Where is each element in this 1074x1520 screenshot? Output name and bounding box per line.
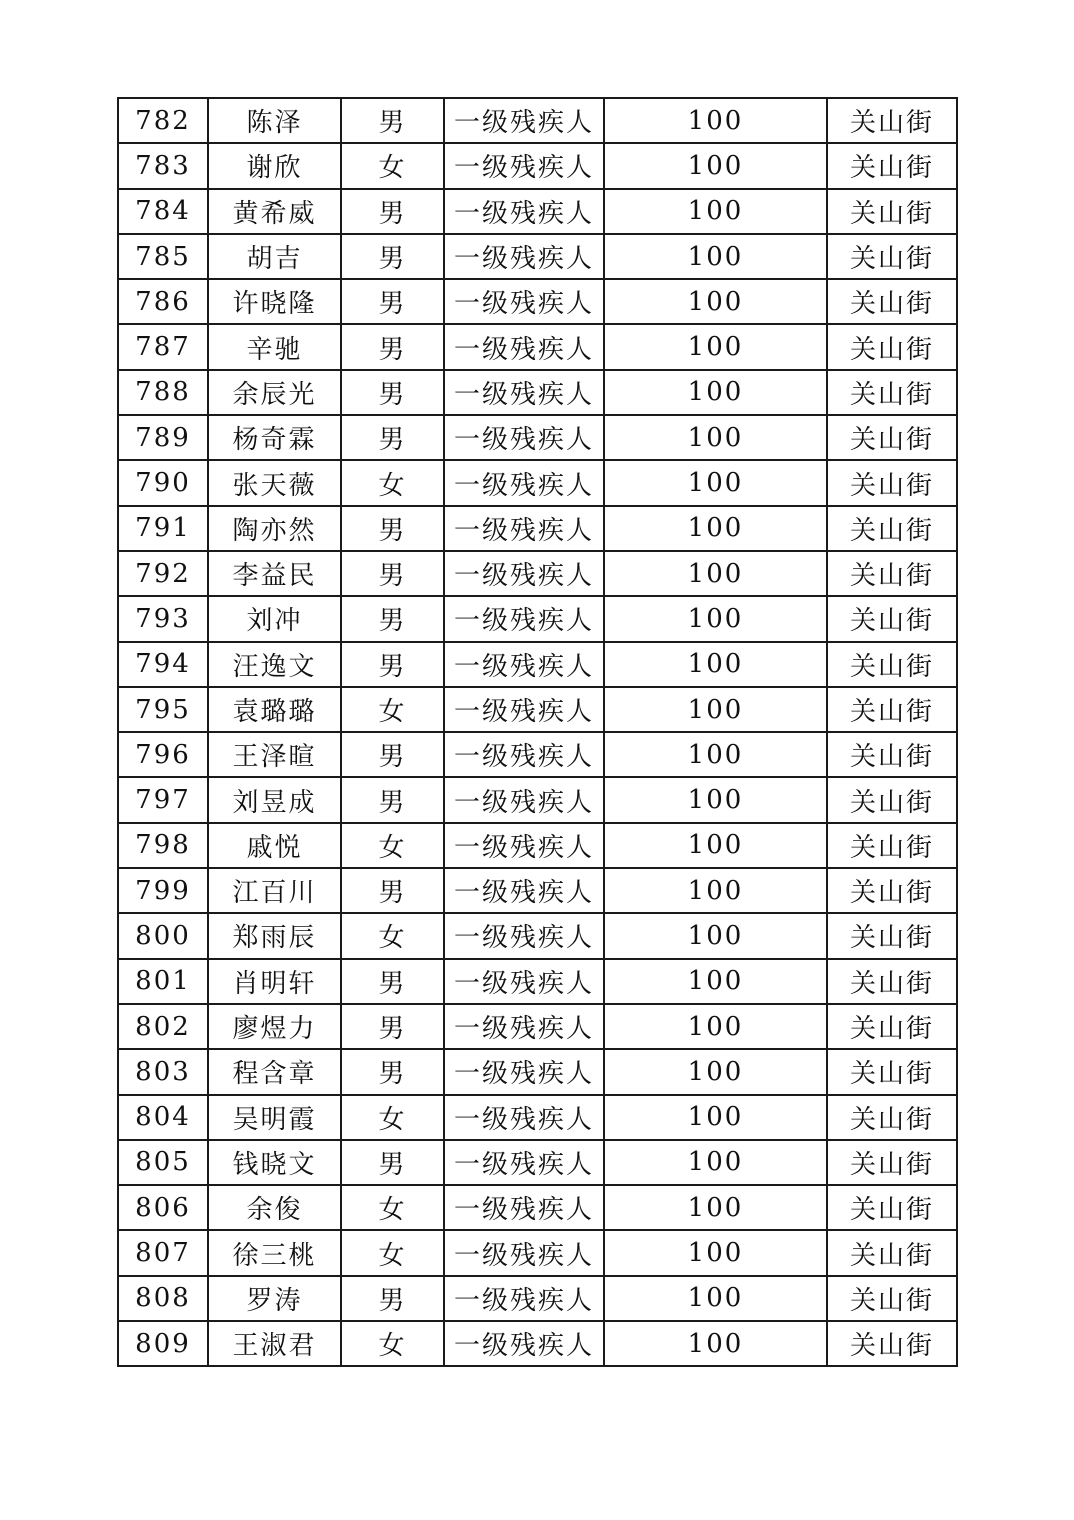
gender-cell: 男 <box>341 189 444 234</box>
table-row <box>118 1230 957 1275</box>
serial-number-cell: 799 <box>118 868 208 913</box>
name-cell: 吴明霞 <box>208 1095 341 1140</box>
gender-cell: 男 <box>341 642 444 687</box>
gender-cell: 女 <box>341 1185 444 1230</box>
street-cell: 关山街 <box>827 868 957 913</box>
category-cell: 一级残疾人 <box>444 279 604 324</box>
street-cell: 关山街 <box>827 460 957 505</box>
gender-cell: 女 <box>341 1230 444 1275</box>
serial-number-cell: 803 <box>118 1049 208 1094</box>
table-row <box>118 551 957 596</box>
serial-number-cell: 787 <box>118 324 208 369</box>
street-cell: 关山街 <box>827 279 957 324</box>
serial-number-cell: 792 <box>118 551 208 596</box>
table-row <box>118 959 957 1004</box>
amount-cell: 100 <box>604 687 827 732</box>
amount-cell: 100 <box>604 279 827 324</box>
name-cell: 胡吉 <box>208 234 341 279</box>
gender-cell: 男 <box>341 324 444 369</box>
gender-cell: 男 <box>341 868 444 913</box>
street-cell: 关山街 <box>827 913 957 958</box>
serial-number-cell: 809 <box>118 1321 208 1366</box>
name-cell: 肖明轩 <box>208 959 341 1004</box>
gender-cell: 女 <box>341 913 444 958</box>
category-cell: 一级残疾人 <box>444 823 604 868</box>
gender-cell: 男 <box>341 279 444 324</box>
category-cell: 一级残疾人 <box>444 98 604 143</box>
serial-number-cell: 801 <box>118 959 208 1004</box>
table-row <box>118 1049 957 1094</box>
serial-number-cell: 807 <box>118 1230 208 1275</box>
street-cell: 关山街 <box>827 324 957 369</box>
table-row <box>118 1004 957 1049</box>
name-cell: 程含章 <box>208 1049 341 1094</box>
serial-number-cell: 802 <box>118 1004 208 1049</box>
street-cell: 关山街 <box>827 823 957 868</box>
amount-cell: 100 <box>604 143 827 188</box>
street-cell: 关山街 <box>827 506 957 551</box>
gender-cell: 男 <box>341 959 444 1004</box>
amount-cell: 100 <box>604 596 827 641</box>
name-cell: 刘冲 <box>208 596 341 641</box>
category-cell: 一级残疾人 <box>444 460 604 505</box>
amount-cell: 100 <box>604 1276 827 1321</box>
amount-cell: 100 <box>604 415 827 460</box>
name-cell: 王泽暄 <box>208 732 341 777</box>
category-cell: 一级残疾人 <box>444 868 604 913</box>
amount-cell: 100 <box>604 1140 827 1185</box>
amount-cell: 100 <box>604 234 827 279</box>
gender-cell: 男 <box>341 551 444 596</box>
category-cell: 一级残疾人 <box>444 1140 604 1185</box>
gender-cell: 女 <box>341 143 444 188</box>
street-cell: 关山街 <box>827 143 957 188</box>
street-cell: 关山街 <box>827 642 957 687</box>
amount-cell: 100 <box>604 1321 827 1366</box>
amount-cell: 100 <box>604 959 827 1004</box>
serial-number-cell: 782 <box>118 98 208 143</box>
street-cell: 关山街 <box>827 1004 957 1049</box>
category-cell: 一级残疾人 <box>444 1185 604 1230</box>
table-row <box>118 324 957 369</box>
table-row <box>118 460 957 505</box>
gender-cell: 男 <box>341 234 444 279</box>
name-cell: 陶亦然 <box>208 506 341 551</box>
serial-number-cell: 789 <box>118 415 208 460</box>
serial-number-cell: 791 <box>118 506 208 551</box>
serial-number-cell: 784 <box>118 189 208 234</box>
street-cell: 关山街 <box>827 1230 957 1275</box>
gender-cell: 男 <box>341 415 444 460</box>
gender-cell: 女 <box>341 1321 444 1366</box>
amount-cell: 100 <box>604 913 827 958</box>
street-cell: 关山街 <box>827 551 957 596</box>
street-cell: 关山街 <box>827 1185 957 1230</box>
amount-cell: 100 <box>604 1230 827 1275</box>
gender-cell: 男 <box>341 1276 444 1321</box>
category-cell: 一级残疾人 <box>444 732 604 777</box>
serial-number-cell: 790 <box>118 460 208 505</box>
amount-cell: 100 <box>604 823 827 868</box>
serial-number-cell: 788 <box>118 370 208 415</box>
table-row <box>118 279 957 324</box>
beneficiary-table <box>117 97 958 1367</box>
table-row <box>118 596 957 641</box>
category-cell: 一级残疾人 <box>444 1276 604 1321</box>
name-cell: 王淑君 <box>208 1321 341 1366</box>
category-cell: 一级残疾人 <box>444 1230 604 1275</box>
table-row <box>118 98 957 143</box>
serial-number-cell: 793 <box>118 596 208 641</box>
category-cell: 一级残疾人 <box>444 959 604 1004</box>
amount-cell: 100 <box>604 868 827 913</box>
table-row <box>118 687 957 732</box>
serial-number-cell: 806 <box>118 1185 208 1230</box>
name-cell: 余俊 <box>208 1185 341 1230</box>
table-row <box>118 1321 957 1366</box>
serial-number-cell: 783 <box>118 143 208 188</box>
amount-cell: 100 <box>604 732 827 777</box>
table-row <box>118 1140 957 1185</box>
category-cell: 一级残疾人 <box>444 506 604 551</box>
street-cell: 关山街 <box>827 1049 957 1094</box>
name-cell: 钱晓文 <box>208 1140 341 1185</box>
street-cell: 关山街 <box>827 1095 957 1140</box>
gender-cell: 男 <box>341 98 444 143</box>
table-row <box>118 732 957 777</box>
street-cell: 关山街 <box>827 189 957 234</box>
amount-cell: 100 <box>604 1185 827 1230</box>
table-row <box>118 1185 957 1230</box>
table-body <box>118 98 957 1366</box>
table-row <box>118 1276 957 1321</box>
table-row <box>118 415 957 460</box>
name-cell: 罗涛 <box>208 1276 341 1321</box>
category-cell: 一级残疾人 <box>444 143 604 188</box>
name-cell: 李益民 <box>208 551 341 596</box>
amount-cell: 100 <box>604 506 827 551</box>
street-cell: 关山街 <box>827 234 957 279</box>
name-cell: 黄希威 <box>208 189 341 234</box>
amount-cell: 100 <box>604 324 827 369</box>
table-row <box>118 234 957 279</box>
serial-number-cell: 785 <box>118 234 208 279</box>
serial-number-cell: 794 <box>118 642 208 687</box>
amount-cell: 100 <box>604 98 827 143</box>
serial-number-cell: 795 <box>118 687 208 732</box>
street-cell: 关山街 <box>827 415 957 460</box>
name-cell: 袁璐璐 <box>208 687 341 732</box>
gender-cell: 男 <box>341 506 444 551</box>
serial-number-cell: 800 <box>118 913 208 958</box>
serial-number-cell: 805 <box>118 1140 208 1185</box>
table-row <box>118 913 957 958</box>
table-row <box>118 777 957 822</box>
amount-cell: 100 <box>604 1095 827 1140</box>
category-cell: 一级残疾人 <box>444 234 604 279</box>
name-cell: 廖煜力 <box>208 1004 341 1049</box>
street-cell: 关山街 <box>827 687 957 732</box>
gender-cell: 男 <box>341 370 444 415</box>
name-cell: 郑雨辰 <box>208 913 341 958</box>
gender-cell: 男 <box>341 777 444 822</box>
amount-cell: 100 <box>604 189 827 234</box>
amount-cell: 100 <box>604 551 827 596</box>
name-cell: 汪逸文 <box>208 642 341 687</box>
amount-cell: 100 <box>604 777 827 822</box>
street-cell: 关山街 <box>827 1140 957 1185</box>
name-cell: 戚悦 <box>208 823 341 868</box>
gender-cell: 男 <box>341 596 444 641</box>
serial-number-cell: 797 <box>118 777 208 822</box>
serial-number-cell: 798 <box>118 823 208 868</box>
street-cell: 关山街 <box>827 777 957 822</box>
category-cell: 一级残疾人 <box>444 551 604 596</box>
name-cell: 谢欣 <box>208 143 341 188</box>
street-cell: 关山街 <box>827 1276 957 1321</box>
name-cell: 刘昱成 <box>208 777 341 822</box>
gender-cell: 女 <box>341 823 444 868</box>
category-cell: 一级残疾人 <box>444 1321 604 1366</box>
serial-number-cell: 796 <box>118 732 208 777</box>
gender-cell: 男 <box>341 1049 444 1094</box>
category-cell: 一级残疾人 <box>444 415 604 460</box>
street-cell: 关山街 <box>827 959 957 1004</box>
table-row <box>118 868 957 913</box>
category-cell: 一级残疾人 <box>444 324 604 369</box>
name-cell: 许晓隆 <box>208 279 341 324</box>
serial-number-cell: 786 <box>118 279 208 324</box>
gender-cell: 男 <box>341 1140 444 1185</box>
gender-cell: 女 <box>341 460 444 505</box>
name-cell: 张天薇 <box>208 460 341 505</box>
table-row <box>118 823 957 868</box>
name-cell: 余辰光 <box>208 370 341 415</box>
table-row <box>118 143 957 188</box>
table-row <box>118 189 957 234</box>
category-cell: 一级残疾人 <box>444 1004 604 1049</box>
amount-cell: 100 <box>604 370 827 415</box>
name-cell: 江百川 <box>208 868 341 913</box>
gender-cell: 男 <box>341 732 444 777</box>
category-cell: 一级残疾人 <box>444 1095 604 1140</box>
street-cell: 关山街 <box>827 370 957 415</box>
serial-number-cell: 808 <box>118 1276 208 1321</box>
street-cell: 关山街 <box>827 1321 957 1366</box>
gender-cell: 女 <box>341 687 444 732</box>
category-cell: 一级残疾人 <box>444 777 604 822</box>
amount-cell: 100 <box>604 642 827 687</box>
amount-cell: 100 <box>604 460 827 505</box>
table-row <box>118 506 957 551</box>
name-cell: 辛驰 <box>208 324 341 369</box>
amount-cell: 100 <box>604 1004 827 1049</box>
table-row <box>118 1095 957 1140</box>
category-cell: 一级残疾人 <box>444 642 604 687</box>
gender-cell: 男 <box>341 1004 444 1049</box>
street-cell: 关山街 <box>827 98 957 143</box>
category-cell: 一级残疾人 <box>444 687 604 732</box>
serial-number-cell: 804 <box>118 1095 208 1140</box>
table-row <box>118 642 957 687</box>
category-cell: 一级残疾人 <box>444 370 604 415</box>
category-cell: 一级残疾人 <box>444 1049 604 1094</box>
amount-cell: 100 <box>604 1049 827 1094</box>
category-cell: 一级残疾人 <box>444 189 604 234</box>
category-cell: 一级残疾人 <box>444 596 604 641</box>
street-cell: 关山街 <box>827 732 957 777</box>
gender-cell: 女 <box>341 1095 444 1140</box>
name-cell: 杨奇霖 <box>208 415 341 460</box>
name-cell: 陈泽 <box>208 98 341 143</box>
table-row <box>118 370 957 415</box>
name-cell: 徐三桃 <box>208 1230 341 1275</box>
category-cell: 一级残疾人 <box>444 913 604 958</box>
street-cell: 关山街 <box>827 596 957 641</box>
